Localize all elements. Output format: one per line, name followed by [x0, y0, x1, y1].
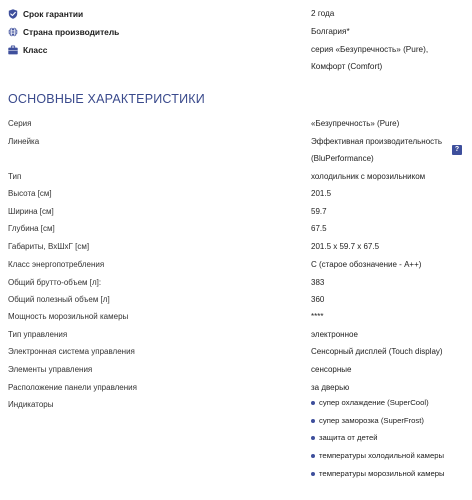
- spec-label: Общий брутто-объем [л]:: [8, 278, 102, 287]
- spec-value: 201.5: [311, 188, 332, 198]
- spec-label: Тип управления: [8, 330, 68, 339]
- spec-label: Серия: [8, 119, 32, 128]
- class-value: серия «Безупречность» (Pure), Комфорт (Comfort): [311, 45, 429, 71]
- list-item: [311, 398, 466, 416]
- shield-check-icon: [8, 9, 18, 19]
- warranty-label: Срок гарантии: [23, 9, 84, 19]
- spec-value: Сенсорный дисплей (Touch display): [311, 346, 443, 356]
- list-item: [311, 416, 466, 434]
- spec-label: Класс энергопотребления: [8, 260, 105, 269]
- indicator-label: температуры холодильной камеры: [319, 451, 445, 461]
- spec-label: Расположение панели управления: [8, 383, 137, 392]
- indicator-label: супер заморозка (SuperFrost): [319, 415, 424, 425]
- spec-value: за дверью: [311, 382, 350, 392]
- spec-value: 383: [311, 277, 325, 287]
- spec-label: Габариты, ВхШхГ [см]: [8, 242, 90, 251]
- help-icon[interactable]: ?: [452, 145, 462, 155]
- spec-label: Тип: [8, 172, 22, 181]
- warranty-value: 2 года: [311, 9, 335, 18]
- indicator-label: защита от детей: [319, 433, 378, 443]
- bullet-icon: [311, 419, 315, 423]
- spec-value: 67.5: [311, 223, 327, 233]
- bullet-icon: [311, 401, 315, 405]
- bullet-icon: [311, 454, 315, 458]
- country-label: Страна производитель: [23, 27, 120, 37]
- spec-value: сенсорные: [311, 364, 352, 374]
- indicator-label: температуры морозильной камеры: [319, 468, 445, 478]
- spec-label: Элементы управления: [8, 365, 93, 374]
- globe-icon: [8, 27, 18, 37]
- spec-label: Мощность морозильной камеры: [8, 312, 129, 321]
- class-label: Класс: [23, 45, 48, 55]
- country-value: Болгария*: [311, 27, 350, 36]
- bullet-icon: [311, 436, 315, 440]
- spec-value: C (старое обозначение - A++): [311, 259, 422, 269]
- spec-value: 360: [311, 294, 325, 304]
- spec-label: Индикаторы: [8, 400, 54, 409]
- section-title: ОСНОВНЫЕ ХАРАКТЕРИСТИКИ: [8, 92, 205, 106]
- class-row: [8, 44, 464, 76]
- spec-value: 59.7: [311, 206, 327, 216]
- indicator-list: [311, 398, 466, 486]
- bullet-icon: [311, 472, 315, 476]
- spec-label: Электронная система управления: [8, 347, 135, 356]
- list-item: [311, 433, 466, 451]
- spec-label: Линейка: [8, 137, 40, 146]
- indicator-label: супер охлаждение (SuperCool): [319, 398, 429, 407]
- briefcase-icon: [8, 45, 18, 55]
- spec-value: холодильник с морозильником: [311, 171, 426, 181]
- spec-label: Ширина [см]: [8, 207, 54, 216]
- spec-value: Эффективная производительность (BluPerformance): [311, 136, 442, 163]
- list-item: [311, 451, 466, 469]
- spec-value: электронное: [311, 329, 358, 339]
- spec-value: ****: [311, 311, 324, 321]
- spec-value: 201.5 x 59.7 x 67.5: [311, 241, 380, 251]
- spec-label: Общий полезный объем [л]: [8, 295, 110, 304]
- spec-value: «Безупречность» (Pure): [311, 118, 400, 128]
- spec-label: Высота [см]: [8, 189, 52, 198]
- spec-label: Глубина [см]: [8, 224, 55, 233]
- list-item: [311, 469, 466, 487]
